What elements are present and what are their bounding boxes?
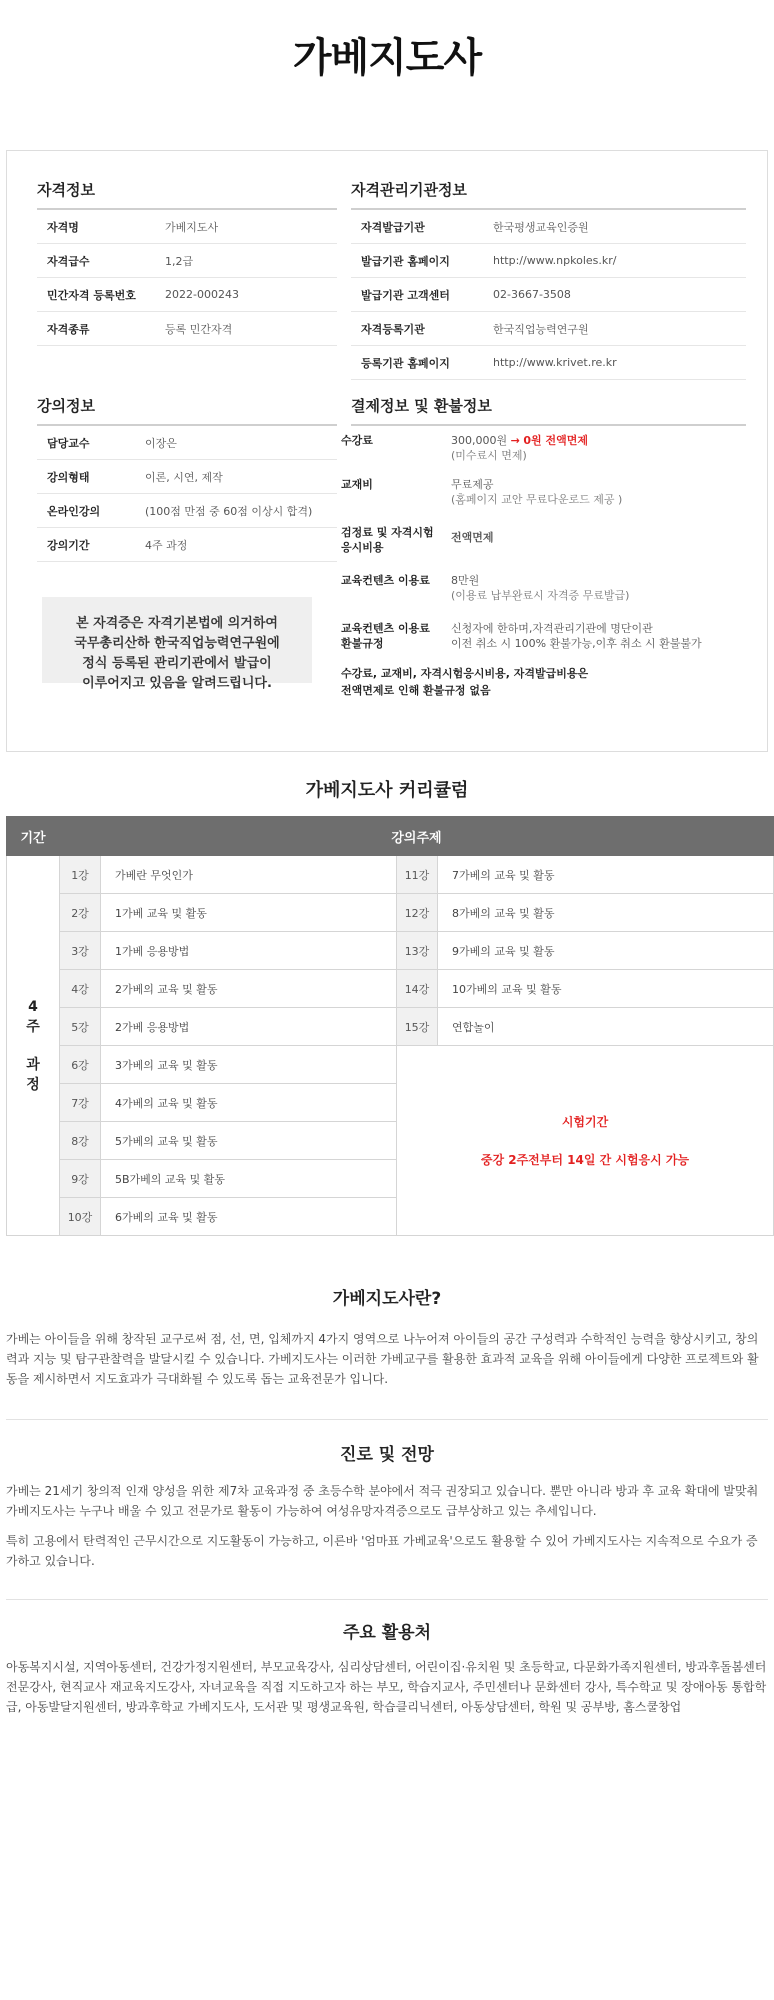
arrow: → (510, 434, 520, 447)
row-value: 한국직업능력연구원 (492, 312, 746, 346)
row-key: 자격발급기관 (351, 210, 492, 244)
material-v1: 무료제공 (451, 478, 494, 491)
row-key: 등록기관 홈페이지 (351, 346, 492, 380)
row-key: 담당교수 (37, 426, 144, 460)
curriculum-table (6, 816, 774, 1236)
table-row (37, 278, 337, 312)
refund-v2: 이전 취소 시 100% 환불가능,이후 취소 시 환불불가 (451, 637, 702, 650)
row-key: 온라인강의 (37, 494, 144, 528)
table-row (7, 1046, 774, 1084)
table-row (37, 426, 337, 460)
lesson-topic: 8가베의 교육 및 활동 (438, 894, 774, 932)
lesson-topic: 5가베의 교육 및 활동 (101, 1122, 397, 1160)
agency-info-section (351, 179, 746, 380)
lesson-topic: 1가베 교육 및 활동 (101, 894, 397, 932)
table-row (7, 932, 774, 970)
table-row (351, 312, 746, 346)
material-value (451, 477, 622, 507)
notice-line: 국무총리산하 한국직업능력연구원에 (74, 636, 280, 651)
lesson-topic: 가베란 무엇인가 (101, 856, 397, 894)
row-value: 4주 과정 (144, 528, 337, 562)
about-section (6, 1284, 768, 1389)
row-key: 강의형태 (37, 460, 144, 494)
row-key: 민간자격 등록번호 (37, 278, 164, 312)
divider (6, 1419, 768, 1420)
refund-label-1: 교육컨텐츠 이용료 (341, 622, 430, 635)
period-line: 주 (26, 1018, 40, 1035)
fee-free: 0원 전액면제 (523, 434, 588, 447)
refund-v1: 신청자에 한하며,자격관리기관에 명단이관 (451, 622, 653, 635)
content-fee-row (341, 573, 741, 603)
lesson-no: 14강 (397, 970, 438, 1008)
col-topic: 강의주제 (60, 817, 774, 856)
lesson-no: 2강 (60, 894, 101, 932)
lesson-topic: 6가베의 교육 및 활동 (101, 1198, 397, 1236)
period-line: 과 (26, 1056, 40, 1073)
career-section (6, 1440, 768, 1571)
period-line: 정 (26, 1076, 40, 1093)
row-value: 1,2급 (164, 244, 337, 278)
lesson-no: 12강 (397, 894, 438, 932)
row-value: 이장은 (144, 426, 337, 460)
notice-line: 정식 등록된 관리기관에서 발급이 (82, 656, 272, 671)
page-title: 가베지도사 (292, 35, 482, 81)
table-row (37, 460, 337, 494)
row-key: 발급기관 홈페이지 (351, 244, 492, 278)
usage-text: 아동복지시설, 지역아동센터, 건강가정지원센터, 부모교육강사, 심리상담센터, 어린이집·유치원 및 초등학교, 다문화가족지원센터, 방과후돌봄센터 전문강사, 현직교사 재교육지도강사, 자녀교육을 직접 지도하고자 하는 부모, 학습지교사, 주민센터나 문화센터 강사, 특수학교 및 장애아동 통합학급, 아동발달지원센터, 방과후학교 가베지도사, 도서관 및 평생교육원, 학습클리닉센터, 아동상담센터, 학원 및 공부방, 홈스쿨창업 (6, 1660, 767, 1714)
row-value: 가베지도사 (164, 210, 337, 244)
lecture-info-section (37, 395, 337, 562)
lesson-topic: 2가베 응용방법 (101, 1008, 397, 1046)
note-line-2: 전액면제로 인해 환불규정 없음 (341, 684, 491, 697)
notice-line: 이루어지고 있음을 알려드립니다. (82, 676, 272, 691)
row-value: 02-3667-3508 (492, 278, 746, 312)
refund-label-2: 환불규정 (341, 637, 384, 650)
cert-info-table (37, 210, 337, 346)
lesson-topic: 연합놀이 (438, 1008, 774, 1046)
career-heading: 진로 및 전망 (340, 1445, 434, 1465)
lesson-topic: 7가베의 교육 및 활동 (438, 856, 774, 894)
lesson-topic: 10가베의 교육 및 활동 (438, 970, 774, 1008)
agency-info-heading: 자격관리기관정보 (351, 179, 746, 210)
table-row (37, 210, 337, 244)
lesson-no: 13강 (397, 932, 438, 970)
agency-info-table (351, 210, 746, 380)
table-header-row (7, 817, 774, 856)
lesson-no: 1강 (60, 856, 101, 894)
row-key: 자격급수 (37, 244, 164, 278)
row-key: 발급기관 고객센터 (351, 278, 492, 312)
refund-value (451, 621, 702, 651)
fee-price: 300,000원 (451, 434, 508, 447)
exam-label-1: 검정료 및 자격시험 (341, 526, 434, 539)
table-row (351, 278, 746, 312)
lesson-no: 4강 (60, 970, 101, 1008)
table-row (7, 856, 774, 894)
table-row (37, 244, 337, 278)
curriculum-title: 가베지도사 커리큘럼 (305, 780, 469, 801)
exam-desc: 중강 2주전부터 14일 간 시험응시 가능 (480, 1152, 690, 1167)
usage-heading: 주요 활용처 (342, 1623, 432, 1643)
lesson-topic: 3가베의 교육 및 활동 (101, 1046, 397, 1084)
table-row (37, 528, 337, 562)
payment-note (341, 665, 741, 699)
lecture-info-heading: 강의정보 (37, 395, 337, 426)
lesson-no: 5강 (60, 1008, 101, 1046)
fee-label: 수강료 (341, 434, 373, 447)
row-key: 자격명 (37, 210, 164, 244)
note-line-1: 수강료, 교재비, 자격시험응시비용, 자격발급비용은 (341, 667, 589, 680)
refund-label (341, 621, 451, 651)
table-row (7, 894, 774, 932)
table-row (37, 494, 337, 528)
cert-info-heading: 자격정보 (37, 179, 337, 210)
content-fee-value (451, 573, 629, 603)
row-key: 자격종류 (37, 312, 164, 346)
homepage-link[interactable]: http://www.krivet.re.kr (492, 346, 746, 380)
row-value: 등록 민간자격 (164, 312, 337, 346)
table-row (351, 210, 746, 244)
lesson-no: 11강 (397, 856, 438, 894)
exam-fee-label (341, 525, 451, 555)
material-v2: (홈페이지 교안 무료다운로드 제공 ) (451, 493, 623, 506)
divider (6, 1599, 768, 1600)
homepage-link[interactable]: http://www.npkoles.kr/ (492, 244, 746, 278)
period-line: 4 (28, 998, 38, 1015)
material-label: 교재비 (341, 478, 373, 491)
lesson-no: 6강 (60, 1046, 101, 1084)
lesson-topic: 1가베 응용방법 (101, 932, 397, 970)
row-value: 이론, 시연, 제작 (144, 460, 337, 494)
refund-row (341, 621, 741, 651)
career-text-1: 가베는 21세기 창의적 인재 양성을 위한 제7차 교육과정 중 초등수학 분야에서 적극 권장되고 있습니다. 뿐만 아니라 방과 후 교육 확대에 발맞춰 가베지도사는 누구나 배울 수 있고 전문가로 활동이 가능하여 여성유망자격증으로도 급부상하고 있는 추세입니다. (6, 1484, 759, 1518)
lecture-info-table (37, 426, 337, 562)
exam-fee-row (341, 525, 741, 555)
payment-details (341, 433, 741, 699)
row-key: 강의기간 (37, 528, 144, 562)
lesson-topic: 2가베의 교육 및 활동 (101, 970, 397, 1008)
lesson-topic: 5B가베의 교육 및 활동 (101, 1160, 397, 1198)
cert-info-section (37, 179, 337, 346)
row-key: 자격등록기관 (351, 312, 492, 346)
fee-row (341, 433, 741, 463)
fee-sub: (미수료시 면제) (451, 449, 527, 462)
lesson-topic: 4가베의 교육 및 활동 (101, 1084, 397, 1122)
col-period: 기간 (7, 817, 60, 856)
content-fee-label: 교육컨텐츠 이용료 (341, 574, 430, 587)
info-box (6, 150, 768, 752)
usage-section (6, 1618, 768, 1717)
content-v1: 8만원 (451, 574, 480, 587)
exam-title: 시험기간 (561, 1114, 609, 1129)
table-row (351, 244, 746, 278)
table-row (351, 346, 746, 380)
lesson-no: 7강 (60, 1084, 101, 1122)
notice-box (42, 597, 312, 691)
material-row (341, 477, 741, 507)
exam-label-2: 응시비용 (341, 541, 384, 554)
about-text: 가베는 아이들을 위해 창작된 교구로써 점, 선, 면, 입체까지 4가지 영역으로 나누어져 아이들의 공간 구성력과 수학적인 능력을 향상시키고, 창의력과 지능 및 탐구관찰력을 발달시킬 수 있습니다. 가베지도사는 이러한 가베교구를 활용한 효과적 교육을 위해 아이들에게 다양한 프로젝트와 활동을 제시하면서 지도효과가 극대화될 수 있도록 돕는 교육전문가 입니다. (6, 1332, 759, 1386)
exam-fee-value: 전액면제 (451, 531, 494, 544)
table-row (37, 312, 337, 346)
payment-heading: 결제정보 및 환불정보 (351, 395, 746, 426)
about-heading: 가베지도사란? (332, 1289, 442, 1309)
lesson-no: 15강 (397, 1008, 438, 1046)
lesson-no: 10강 (60, 1198, 101, 1236)
lesson-topic: 9가베의 교육 및 활동 (438, 932, 774, 970)
content-v2: (이용료 납부완료시 자격증 무료발급) (451, 589, 630, 602)
fee-value (451, 433, 588, 463)
row-value: 한국평생교육인증원 (492, 210, 746, 244)
table-row (7, 970, 774, 1008)
notice-line: 본 자격증은 자격기본법에 의거하여 (76, 616, 278, 631)
row-value: (100점 만점 중 60점 이상시 합격) (144, 494, 337, 528)
exam-period-cell (397, 1046, 774, 1236)
lesson-no: 9강 (60, 1160, 101, 1198)
lesson-no: 3강 (60, 932, 101, 970)
row-value: 2022-000243 (164, 278, 337, 312)
career-text-2: 특히 고용에서 탄력적인 근무시간으로 지도활동이 가능하고, 이른바 '엄마표 가베교육'으로도 활용할 수 있어 가베지도사는 지속적으로 수요가 증가하고 있습니다. (6, 1534, 758, 1568)
payment-section (351, 395, 746, 426)
lesson-no: 8강 (60, 1122, 101, 1160)
table-row (7, 1008, 774, 1046)
period-cell (7, 856, 60, 1236)
